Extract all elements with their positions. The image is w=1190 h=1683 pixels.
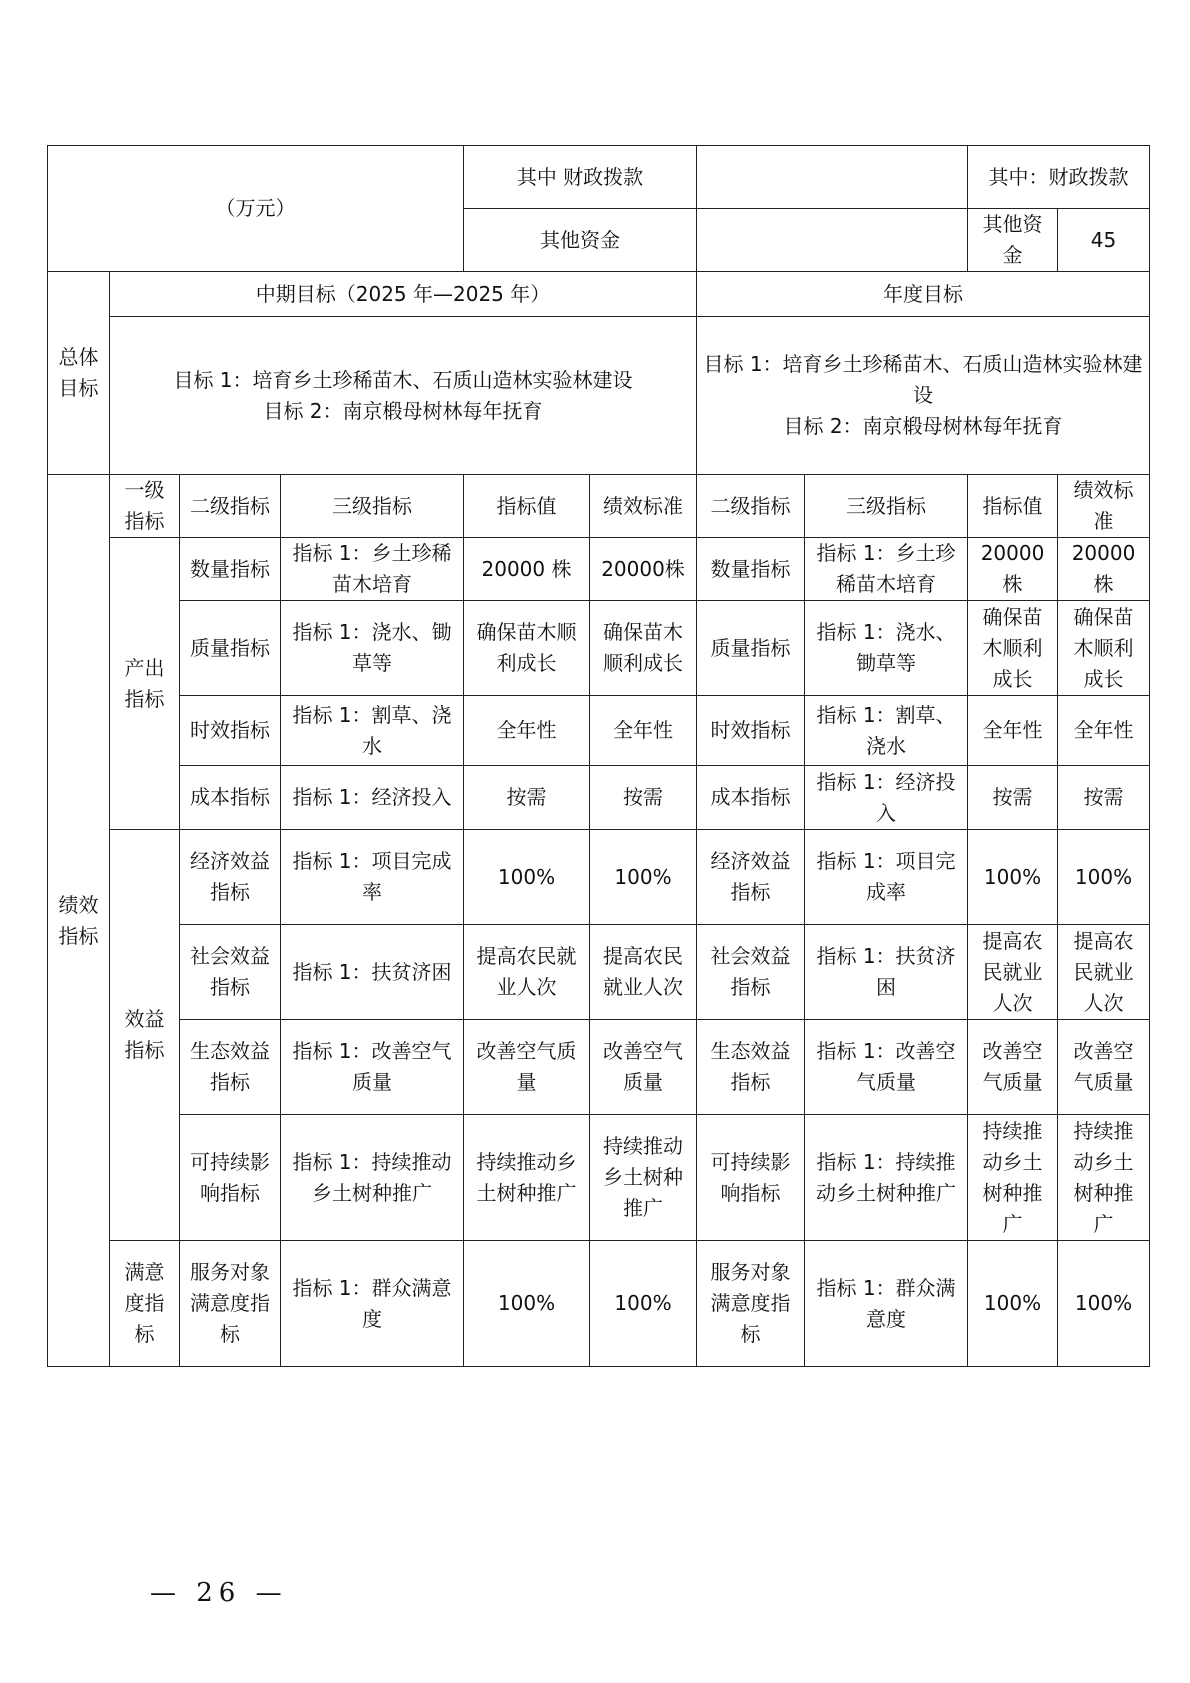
mid-goal-2: 目标 2：南京椴母树林每年抚育 <box>263 398 543 423</box>
value-cell: 确保苗木顺利成长 <box>464 601 590 696</box>
annual-value-cell: 100% <box>968 830 1058 925</box>
page-number: — 26 — <box>150 1578 288 1608</box>
annual-fiscal-label: 其中：财政拨款 <box>968 146 1150 209</box>
value-cell: 按需 <box>464 766 590 830</box>
mid-fiscal-label: 其中 财政拨款 <box>464 146 697 209</box>
annual-other-label: 其他资金 <box>968 209 1058 272</box>
value-cell: 100% <box>464 830 590 925</box>
annual-standard-cell: 100% <box>1058 830 1150 925</box>
annual-goal-header: 年度目标 <box>697 272 1150 317</box>
annual-value-cell: 持续推动乡土树种推广 <box>968 1115 1058 1241</box>
level3-cell: 指标 1：持续推动乡土树种推广 <box>281 1115 464 1241</box>
annual-value-cell: 100% <box>968 1241 1058 1367</box>
funding-unit: （万元） <box>215 196 296 220</box>
value-cell: 全年性 <box>464 696 590 766</box>
annual-value-cell: 提高农民就业人次 <box>968 925 1058 1020</box>
header-standard: 绩效标准 <box>590 475 697 538</box>
standard-cell: 20000株 <box>590 538 697 601</box>
standard-cell: 按需 <box>590 766 697 830</box>
annual-standard-cell: 20000株 <box>1058 538 1150 601</box>
annual-header-level2: 二级指标 <box>697 475 805 538</box>
annual-value-cell: 按需 <box>968 766 1058 830</box>
standard-cell: 全年性 <box>590 696 697 766</box>
table-row <box>48 1020 1150 1115</box>
level3-cell: 指标 1：浇水、锄草等 <box>281 601 464 696</box>
annual-standard-cell: 100% <box>1058 1241 1150 1367</box>
header-level3: 三级指标 <box>281 475 464 538</box>
header-value: 指标值 <box>464 475 590 538</box>
value-cell: 持续推动乡土树种推广 <box>464 1115 590 1241</box>
level3-cell: 指标 1：扶贫济困 <box>281 925 464 1020</box>
annual-value-cell: 改善空气质量 <box>968 1020 1058 1115</box>
annual-level3-cell: 指标 1：经济投入 <box>805 766 968 830</box>
mid-goals <box>110 317 697 475</box>
annual-level3-cell: 指标 1：浇水、锄草等 <box>805 601 968 696</box>
annual-header-standard: 绩效标准 <box>1058 475 1150 538</box>
level3-cell: 指标 1：群众满意度 <box>281 1241 464 1367</box>
mid-fiscal-value <box>697 146 968 209</box>
level2-cell: 社会效益指标 <box>180 925 281 1020</box>
level2-cell: 生态效益指标 <box>180 1020 281 1115</box>
annual-level2-cell: 数量指标 <box>697 538 805 601</box>
annual-level2-cell: 社会效益指标 <box>697 925 805 1020</box>
table-row <box>48 601 1150 696</box>
annual-value-cell: 20000株 <box>968 538 1058 601</box>
level3-cell: 指标 1：乡土珍稀苗木培育 <box>281 538 464 601</box>
performance-table <box>47 145 1150 1367</box>
funding-unit-cell <box>48 146 464 272</box>
standard-cell: 100% <box>590 830 697 925</box>
header-level2: 二级指标 <box>180 475 281 538</box>
level3-cell: 指标 1：改善空气质量 <box>281 1020 464 1115</box>
table-row <box>48 1115 1150 1241</box>
level2-cell: 数量指标 <box>180 538 281 601</box>
level3-cell: 指标 1：割草、浇水 <box>281 696 464 766</box>
annual-other-value: 45 <box>1058 209 1150 272</box>
table-row <box>48 538 1150 601</box>
annual-standard-cell: 确保苗木顺利成长 <box>1058 601 1150 696</box>
level2-cell: 时效指标 <box>180 696 281 766</box>
annual-level2-cell: 成本指标 <box>697 766 805 830</box>
table-row <box>48 766 1150 830</box>
mid-goal-header: 中期目标（2025 年—2025 年） <box>110 272 697 317</box>
overall-goal-label: 总体目标 <box>48 272 110 475</box>
level2-cell: 可持续影响指标 <box>180 1115 281 1241</box>
value-cell: 20000 株 <box>464 538 590 601</box>
level3-cell: 指标 1：项目完成率 <box>281 830 464 925</box>
standard-cell: 100% <box>590 1241 697 1367</box>
group-satisfaction: 满意度指标 <box>110 1241 180 1367</box>
standard-cell: 改善空气质量 <box>590 1020 697 1115</box>
level2-cell: 质量指标 <box>180 601 281 696</box>
table-row <box>48 1241 1150 1367</box>
annual-level2-cell: 服务对象满意度指标 <box>697 1241 805 1367</box>
annual-standard-cell: 提高农民就业人次 <box>1058 925 1150 1020</box>
annual-level3-cell: 指标 1：群众满意度 <box>805 1241 968 1367</box>
header-level1: 一级指标 <box>110 475 180 538</box>
group-output: 产出指标 <box>110 538 180 830</box>
annual-level2-cell: 可持续影响指标 <box>697 1115 805 1241</box>
standard-cell: 提高农民就业人次 <box>590 925 697 1020</box>
group-benefit: 效益指标 <box>110 830 180 1241</box>
value-cell: 提高农民就业人次 <box>464 925 590 1020</box>
table-row <box>48 696 1150 766</box>
standard-cell: 持续推动乡土树种推广 <box>590 1115 697 1241</box>
value-cell: 改善空气质量 <box>464 1020 590 1115</box>
annual-header-value: 指标值 <box>968 475 1058 538</box>
value-cell: 100% <box>464 1241 590 1367</box>
annual-header-level3: 三级指标 <box>805 475 968 538</box>
annual-goal-2: 目标 2：南京椴母树林每年抚育 <box>783 414 1063 438</box>
table-row <box>48 925 1150 1020</box>
annual-level2-cell: 质量指标 <box>697 601 805 696</box>
level2-cell: 经济效益指标 <box>180 830 281 925</box>
annual-value-cell: 确保苗木顺利成长 <box>968 601 1058 696</box>
level2-cell: 成本指标 <box>180 766 281 830</box>
mid-other-value <box>697 209 968 272</box>
annual-level2-cell: 经济效益指标 <box>697 830 805 925</box>
standard-cell: 确保苗木顺利成长 <box>590 601 697 696</box>
level3-cell: 指标 1：经济投入 <box>281 766 464 830</box>
annual-level3-cell: 指标 1：持续推动乡土树种推广 <box>805 1115 968 1241</box>
annual-level3-cell: 指标 1：扶贫济困 <box>805 925 968 1020</box>
annual-level3-cell: 指标 1：项目完成率 <box>805 830 968 925</box>
annual-level3-cell: 指标 1：改善空气质量 <box>805 1020 968 1115</box>
annual-level2-cell: 时效指标 <box>697 696 805 766</box>
table-row <box>48 830 1150 925</box>
annual-standard-cell: 改善空气质量 <box>1058 1020 1150 1115</box>
annual-goals <box>697 317 1150 475</box>
annual-level3-cell: 指标 1：割草、浇水 <box>805 696 968 766</box>
mid-goal-1: 目标 1：培育乡土珍稀苗木、石质山造林实验林建设 <box>173 367 633 392</box>
annual-goal-1: 目标 1：培育乡土珍稀苗木、石质山造林实验林建设 <box>703 352 1143 407</box>
mid-other-label: 其他资金 <box>464 209 697 272</box>
annual-value-cell: 全年性 <box>968 696 1058 766</box>
level2-cell: 服务对象满意度指标 <box>180 1241 281 1367</box>
annual-standard-cell: 按需 <box>1058 766 1150 830</box>
annual-standard-cell: 全年性 <box>1058 696 1150 766</box>
performance-label: 绩效指标 <box>48 475 110 1367</box>
annual-level2-cell: 生态效益指标 <box>697 1020 805 1115</box>
annual-level3-cell: 指标 1：乡土珍稀苗木培育 <box>805 538 968 601</box>
annual-standard-cell: 持续推动乡土树种推广 <box>1058 1115 1150 1241</box>
